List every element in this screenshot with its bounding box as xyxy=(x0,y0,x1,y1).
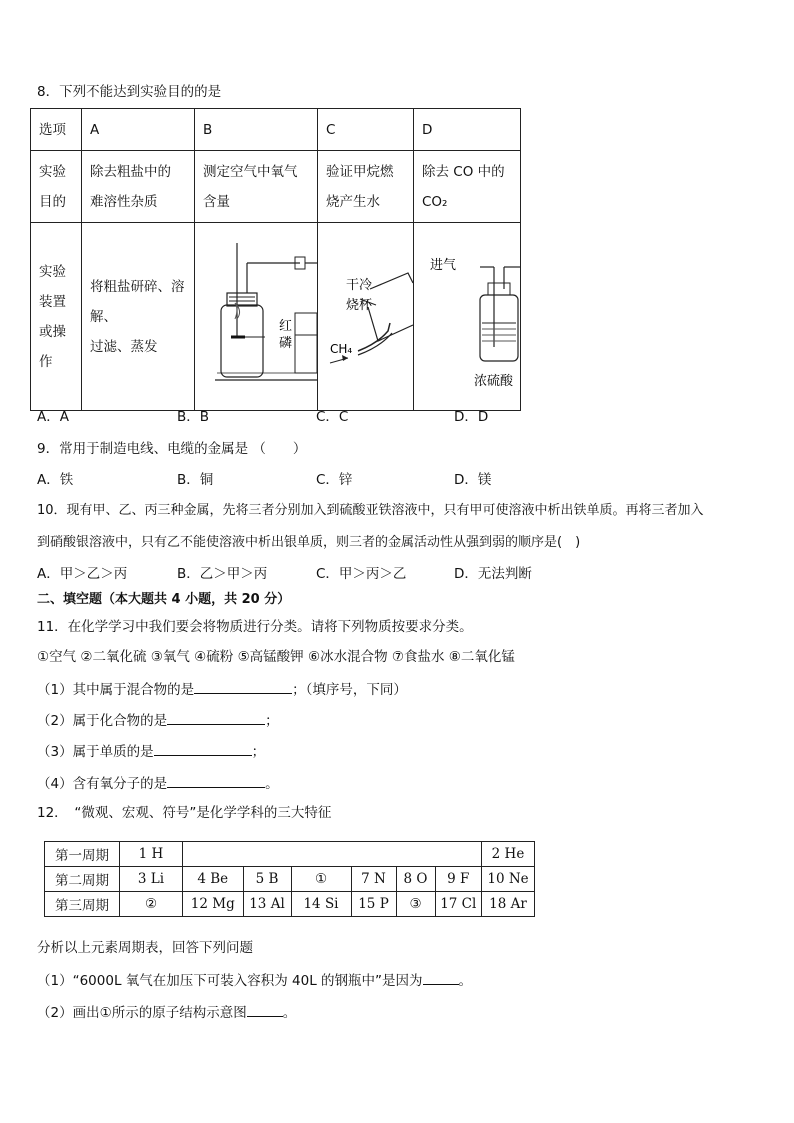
element-cell: 13 Al xyxy=(243,892,291,917)
red-label: 红 xyxy=(279,319,293,334)
element-cell: 8 O xyxy=(396,867,435,892)
header-option: 选项 xyxy=(31,109,82,151)
answer-blank[interactable] xyxy=(167,710,265,725)
q12-sub1: （1）“6000L 氧气在加压下可装入容积为 40L 的钢瓶中”是因为 。 xyxy=(37,970,472,990)
q10-line2: 到硝酸银溶液中，只有乙不能使溶液中析出银单质，则三者的金属活动性从强到弱的顺序是( ) xyxy=(37,535,581,550)
q11-items: ①空气 ②二氧化硫 ③氧气 ④硫粉 ⑤高锰酸钾 ⑥冰水混合物 ⑦食盐水 ⑧二氧化锰 xyxy=(37,649,515,665)
q11-sub4: （4）含有氧分子的是 。 xyxy=(37,773,279,793)
element-cell: 18 Ar xyxy=(482,892,535,917)
q12-sub2: （2）画出①所示的原子结构示意图 。 xyxy=(37,1002,296,1022)
q10-option-d: D．无法判断 xyxy=(454,566,532,582)
header-c: C xyxy=(318,109,414,151)
apparatus-a: 将粗盐研碎、溶 解、 过滤、蒸发 xyxy=(82,223,195,411)
period-2-label: 第二周期 xyxy=(45,867,120,892)
q11-sub2: （2）属于化合物的是 ； xyxy=(37,710,279,730)
q8-option-b: B．B xyxy=(177,409,210,425)
apparatus-label: 实验 装置 或操 作 xyxy=(31,223,82,411)
q9-option-c: C．锌 xyxy=(316,472,353,488)
q8-option-a: A．A xyxy=(37,409,69,425)
answer-blank[interactable] xyxy=(194,679,292,694)
q12-stem: 12． “微观、宏观、符号”是化学学科的三大特征 xyxy=(37,805,332,821)
q9-option-d: D．镁 xyxy=(454,472,492,488)
q10-line1: 10．现有甲、乙、丙三种金属，先将三者分别加入到硫酸亚铁溶液中，只有甲可使溶液中析出铁单质。再将三者加入 xyxy=(37,503,704,518)
element-cell: 14 Si xyxy=(291,892,351,917)
q9-stem: 9．常用于制造电线、电缆的金属是 （ ） xyxy=(37,441,307,457)
purpose-c: 验证甲烷燃 烧产生水 xyxy=(318,151,414,223)
apparatus-c xyxy=(318,223,414,411)
dry-cold-label: 干冷 xyxy=(346,278,373,293)
answer-blank[interactable] xyxy=(423,970,459,985)
apparatus-b xyxy=(195,223,318,411)
answer-blank[interactable] xyxy=(247,1002,283,1017)
header-d: D xyxy=(414,109,521,151)
methane-burning-diagram xyxy=(318,223,413,399)
q8-experiment-table xyxy=(30,108,521,411)
q8-option-c: C．C xyxy=(316,409,349,425)
element-cell: 17 Cl xyxy=(435,892,482,917)
gas-in-label: 进气 xyxy=(430,258,457,273)
q10-option-a: A．甲＞乙＞丙 xyxy=(37,566,128,582)
unknown-element-1: ① xyxy=(291,867,351,892)
answer-blank[interactable] xyxy=(167,773,265,788)
q11-sub1: （1）其中属于混合物的是 ；（填序号，下同） xyxy=(37,679,407,699)
phosphorus-label: 磷 xyxy=(279,336,293,351)
q11-stem: 11．在化学学习中我们要会将物质进行分类。请将下列物质按要求分类。 xyxy=(37,619,473,635)
element-cell: 2 He xyxy=(482,842,535,867)
purpose-d: 除去 CO 中的 CO₂ xyxy=(414,151,521,223)
q11-sub3: （3）属于单质的是 ； xyxy=(37,741,265,761)
beaker-label: 烧杯 xyxy=(346,298,373,313)
element-cell: 10 Ne xyxy=(482,867,535,892)
q10-option-b: B．乙＞甲＞丙 xyxy=(177,566,268,582)
answer-blank[interactable] xyxy=(154,741,252,756)
unknown-element-2: ② xyxy=(120,892,183,917)
ch4-label: CH₄ xyxy=(330,342,353,356)
header-b: B xyxy=(195,109,318,151)
sulfuric-acid-label: 浓硫酸 xyxy=(474,374,514,389)
element-cell: 1 H xyxy=(120,842,183,867)
phosphorus-bottle-diagram xyxy=(195,223,317,399)
purpose-b: 测定空气中氧气 含量 xyxy=(195,151,318,223)
periodic-table xyxy=(44,841,535,917)
element-cell: 4 Be xyxy=(183,867,244,892)
element-cell: 3 Li xyxy=(120,867,183,892)
element-cell: 15 P xyxy=(351,892,396,917)
q10-option-c: C．甲＞丙＞乙 xyxy=(316,566,407,582)
element-cell: 12 Mg xyxy=(183,892,244,917)
purpose-a: 除去粗盐中的 难溶性杂质 xyxy=(82,151,195,223)
q9-option-a: A．铁 xyxy=(37,472,74,488)
element-cell: 5 B xyxy=(243,867,291,892)
apparatus-d xyxy=(414,223,521,411)
purpose-label: 实验 目的 xyxy=(31,151,82,223)
section-title: 二、填空题（本大题共 4 小题，共 20 分） xyxy=(37,592,291,607)
element-cell: 9 F xyxy=(435,867,482,892)
q8-option-d: D．D xyxy=(454,409,489,425)
header-a: A xyxy=(82,109,195,151)
unknown-element-3: ③ xyxy=(396,892,435,917)
period-3-label: 第三周期 xyxy=(45,892,120,917)
element-cell: 7 N xyxy=(351,867,396,892)
q9-option-b: B．铜 xyxy=(177,472,214,488)
gas-washing-bottle-diagram xyxy=(414,223,520,399)
q8-stem: 8．下列不能达到实验目的的是 xyxy=(37,84,222,100)
period-1-label: 第一周期 xyxy=(45,842,120,867)
q12-analyze: 分析以上元素周期表，回答下列问题 xyxy=(37,940,253,956)
